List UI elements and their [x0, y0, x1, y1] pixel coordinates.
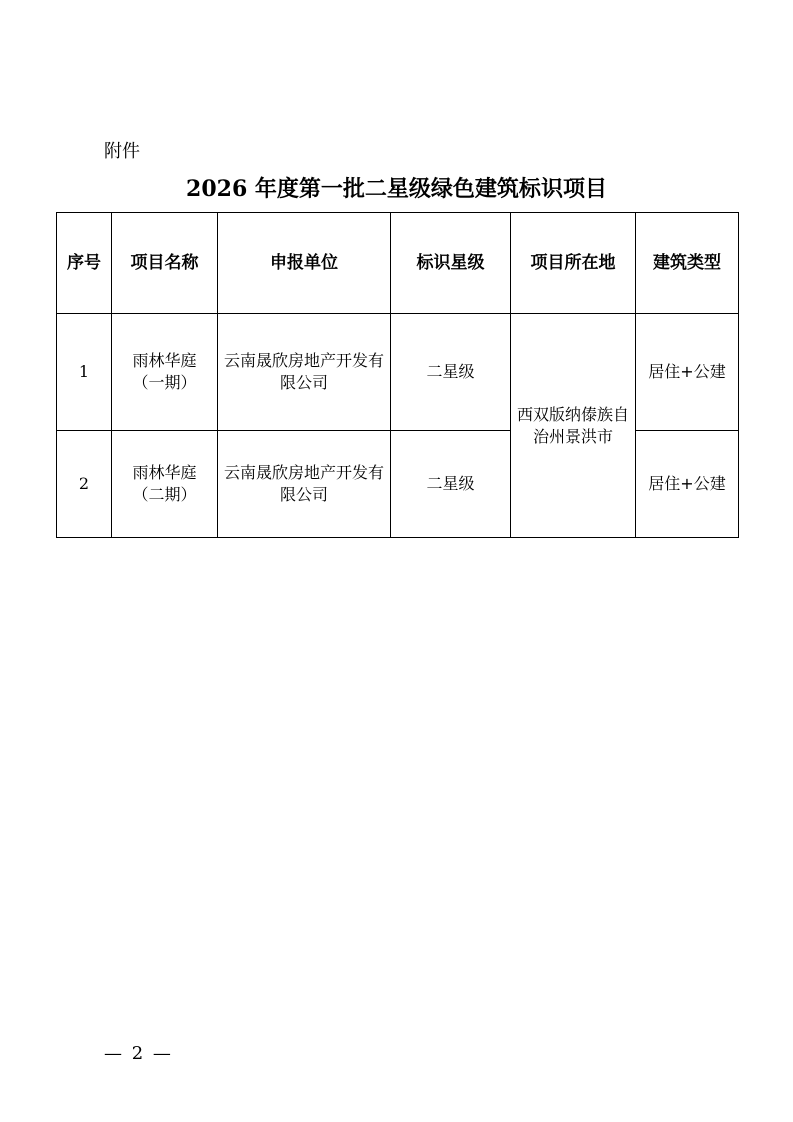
row-building-type: 居住+公建: [636, 431, 739, 538]
row-project-name: 雨林华庭（一期）: [112, 314, 218, 431]
header-location: 项目所在地: [511, 213, 636, 314]
projects-table: [56, 212, 739, 538]
row-index: 2: [57, 431, 112, 538]
table-row: [57, 314, 739, 431]
header-index: 序号: [57, 213, 112, 314]
table-header-row: [57, 213, 739, 314]
header-star-level: 标识星级: [391, 213, 511, 314]
row-location: 西双版纳傣族自治州景洪市: [511, 314, 636, 538]
table-row: [57, 431, 739, 538]
row-star-level: 二星级: [391, 431, 511, 538]
row-applicant: 云南晟欣房地产开发有限公司: [218, 314, 391, 431]
header-building-type: 建筑类型: [636, 213, 739, 314]
document-title: 2026 年度第一批二星级绿色建筑标识项目: [186, 176, 607, 202]
attachment-label: 附件: [104, 141, 140, 162]
row-index: 1: [57, 314, 112, 431]
page-number: — 2 —: [104, 1043, 173, 1064]
header-applicant: 申报单位: [218, 213, 391, 314]
row-building-type: 居住+公建: [636, 314, 739, 431]
row-star-level: 二星级: [391, 314, 511, 431]
row-applicant: 云南晟欣房地产开发有限公司: [218, 431, 391, 538]
header-project-name: 项目名称: [112, 213, 218, 314]
row-project-name: 雨林华庭（二期）: [112, 431, 218, 538]
